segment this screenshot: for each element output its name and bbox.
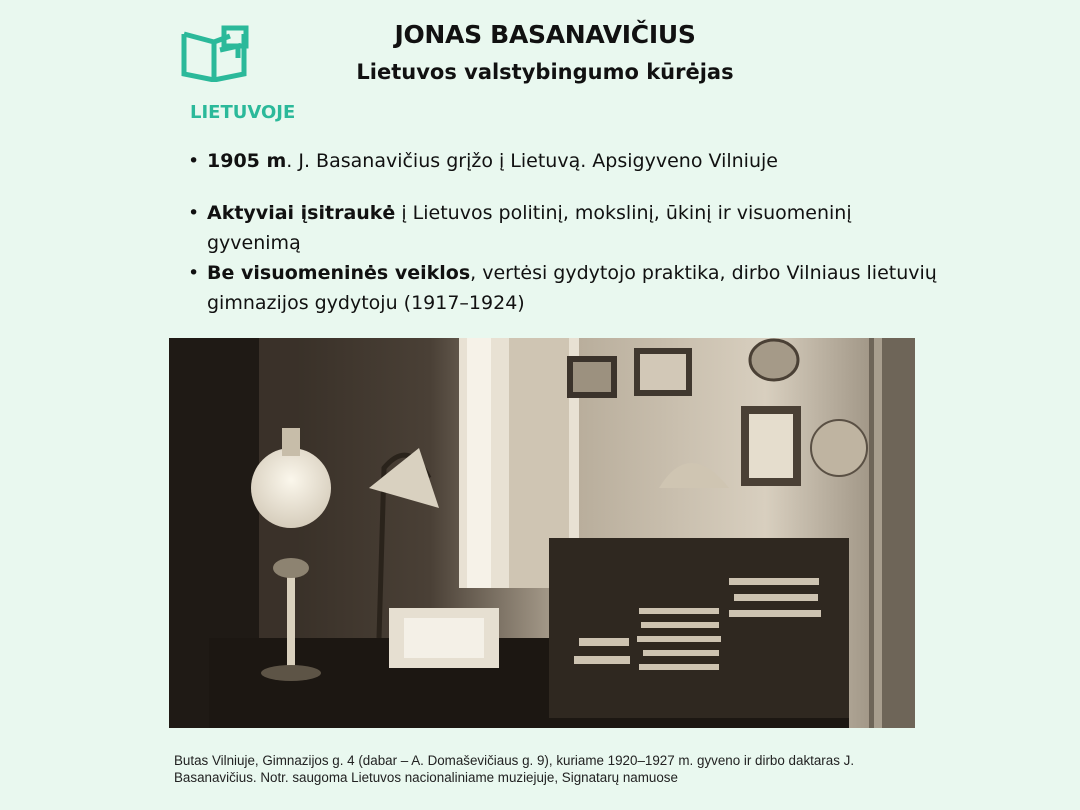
- bullet-text: , vertėsi gydytojo praktika, dirbo Vilniaus lietuvių gimnazijos gydytoju (1917–1924): [207, 262, 937, 314]
- page-title: JONAS BASANAVIČIUS: [394, 20, 696, 49]
- bullet-item: [188, 146, 947, 176]
- section-label: LIETUVOJE: [190, 102, 296, 123]
- bullet-text: . J. Basanavičius grįžo į Lietuvą. Apsigyveno Vilniuje: [286, 150, 778, 172]
- vintage-study-room-photo-icon: [169, 338, 915, 728]
- bullet-bold: Be visuomeninės veiklos: [207, 262, 471, 284]
- page-subtitle: Lietuvos valstybingumo kūrėjas: [356, 60, 734, 84]
- historic-study-photo: [169, 338, 915, 728]
- book-logo-icon: [180, 24, 250, 82]
- bullet-item: [188, 258, 947, 318]
- bullet-bold: Aktyviai įsitraukė: [207, 202, 396, 224]
- bullet-text: į Lietuvos politinį, mokslinį, ūkinį ir visuomeninį gyvenimą: [207, 202, 852, 254]
- bullet-bold: 1905 m: [207, 150, 287, 172]
- bullet-item: [188, 198, 947, 258]
- photo-caption: Butas Vilniuje, Gimnazijos g. 4 (dabar – A. Domaševičiaus g. 9), kuriame 1920–1927 m. gyveno ir dirbo daktaras J. Basanavičius. Notr. saugoma Lietuvos nacionaliniame muziejuje, Signatarų namuose: [174, 753, 855, 785]
